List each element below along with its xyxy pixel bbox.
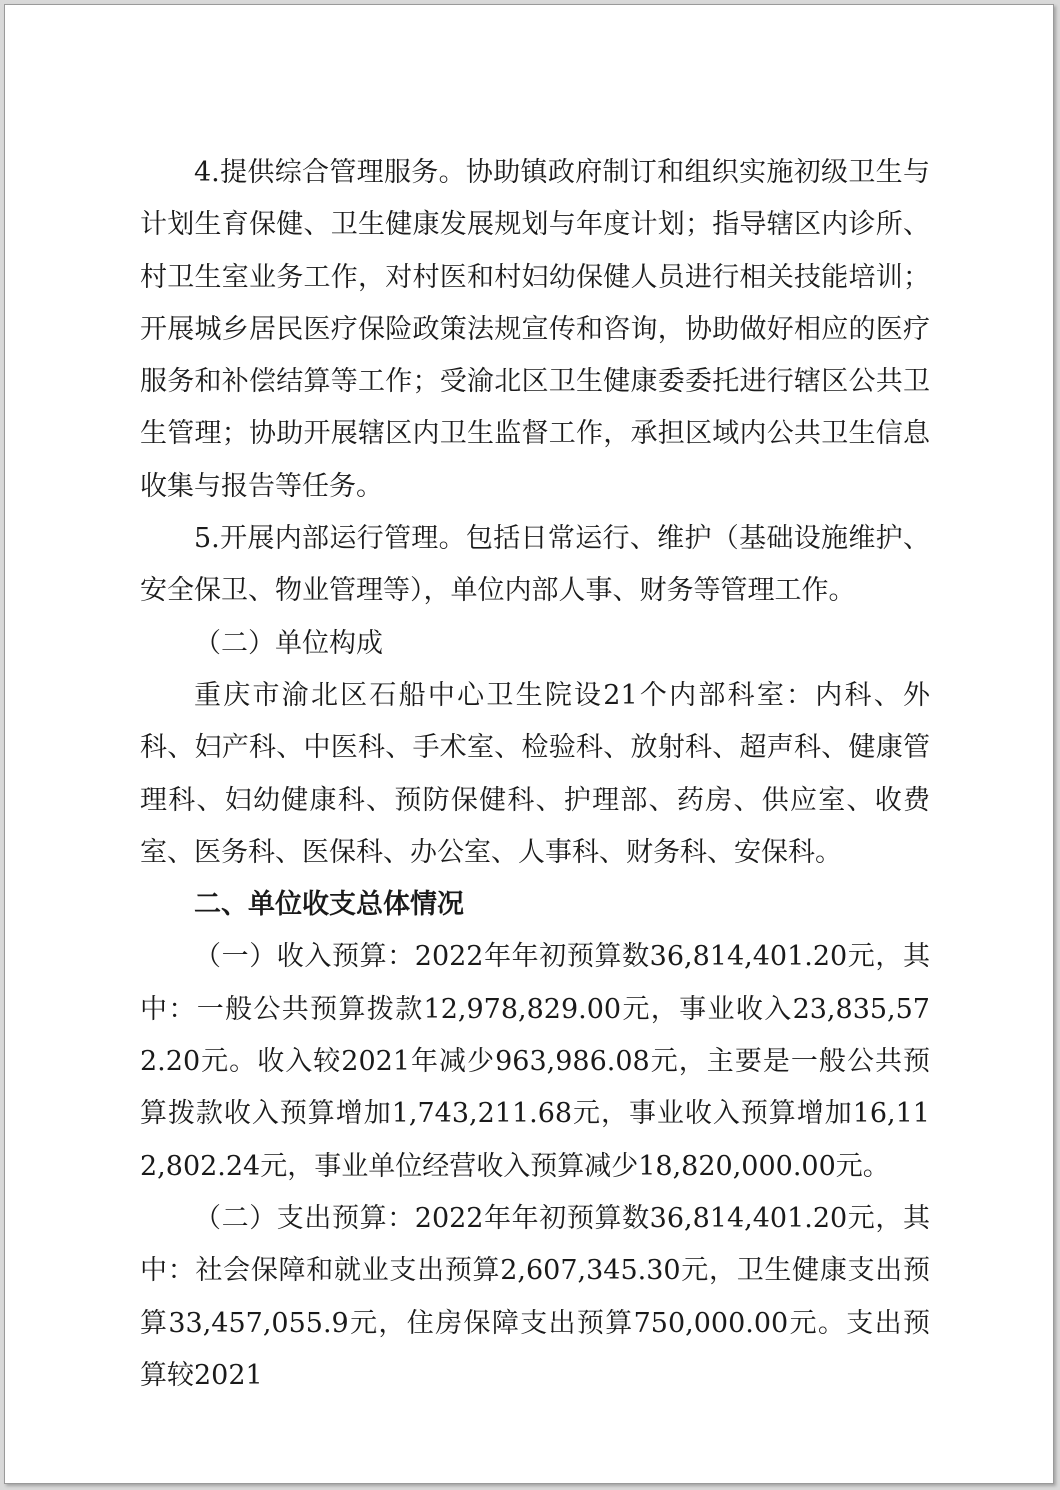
section-heading-budget-overview: 二、单位收支总体情况: [194, 889, 464, 921]
paragraph-internal-operations: 5.开展内部运行管理。包括日常运行、维护（基础设施维护、安全保卫、物业管理等），单位内部人事、财务等管理工作。: [140, 523, 930, 607]
document-page: [4, 4, 1054, 1484]
paragraph-departments: 重庆市渝北区石船中心卫生院设21个内部科室：内科、外科、妇产科、中医科、手术室、检验科、放射科、超声科、健康管理科、妇幼健康科、预防保健科、护理部、药房、供应室、收费室、医务科、医保科、办公室、人事科、财务科、安保科。: [140, 679, 930, 868]
paragraph-management-services: 4.提供综合管理服务。协助镇政府制订和组织实施初级卫生与计划生育保健、卫生健康发展规划与年度计划；指导辖区内诊所、村卫生室业务工作，对村医和村妇幼保健人员进行相关技能培训；开展城乡居民医疗保险政策法规宣传和咨询，协助做好相应的医疗服务和补偿结算等工作；受渝北区卫生健康委委托进行辖区公共卫生管理；协助开展辖区内卫生监督工作，承担区域内公共卫生信息收集与报告等任务。: [140, 157, 930, 502]
subheading-unit-composition: （二）单位构成: [194, 627, 383, 659]
document-body: [140, 147, 930, 1402]
paragraph-income-budget: （一）收入预算：2022年年初预算数36,814,401.20元，其中：一般公共预算拨款12,978,829.00元，事业收入23,835,572.20元。收入较2021年减少963,986.08元，主要是一般公共预算拨款收入预算增加1,743,211.68元，事业收入预算增加16,112,802.24元，事业单位经营收入预算减少18,820,000.00元。: [140, 941, 930, 1182]
paragraph-expenditure-budget: （二）支出预算：2022年年初预算数36,814,401.20元，其中：社会保障和就业支出预算2,607,345.30元，卫生健康支出预算33,457,055.9元，住房保障支出预算750,000.00元。支出预算较2021: [140, 1202, 930, 1391]
